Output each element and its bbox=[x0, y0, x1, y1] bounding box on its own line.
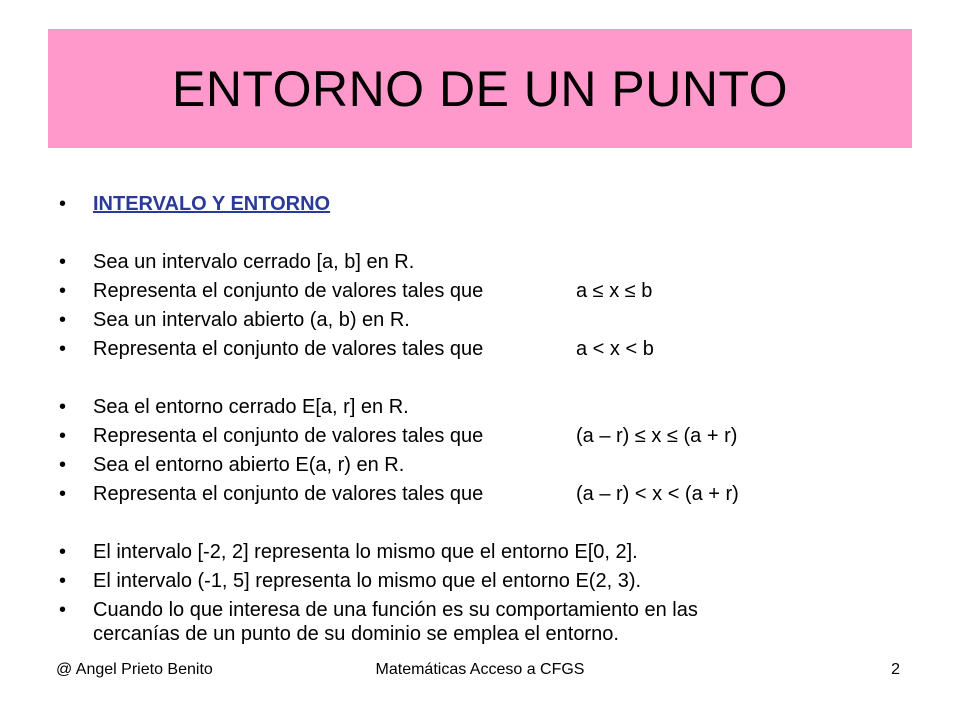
math-expression: a ≤ x ≤ b bbox=[576, 280, 653, 302]
line-text: Sea un intervalo abierto (a, b) en R. bbox=[93, 309, 410, 331]
bullet-line-continuation bbox=[59, 623, 929, 645]
bullet-line bbox=[59, 248, 929, 277]
bullet-dot: • bbox=[59, 425, 67, 447]
bullet-heading bbox=[59, 190, 929, 219]
bullet-dot: • bbox=[59, 599, 67, 621]
line-text: El intervalo [-2, 2] representa lo mismo que el entorno E[0, 2]. bbox=[93, 541, 638, 563]
bullet-line bbox=[59, 596, 929, 625]
line-text: Representa el conjunto de valores tales que bbox=[93, 338, 484, 360]
bullet-dot: • bbox=[59, 193, 67, 215]
line-text: Sea el entorno cerrado E[a, r] en R. bbox=[93, 396, 409, 418]
bullet-line bbox=[59, 480, 929, 509]
bullet-dot: • bbox=[59, 338, 67, 360]
slide-footer bbox=[0, 661, 960, 685]
heading-link[interactable]: INTERVALO Y ENTORNO bbox=[93, 193, 331, 215]
bullet-dot: • bbox=[59, 280, 67, 302]
slide-title: ENTORNO DE UN PUNTO bbox=[171, 60, 789, 117]
line-text: cercanías de un punto de su dominio se emplea el entorno. bbox=[93, 623, 619, 645]
footer-page-number: 2 bbox=[891, 661, 900, 678]
line-text: Cuando lo que interesa de una función es su comportamiento en las bbox=[93, 599, 698, 621]
bullet-dot: • bbox=[59, 483, 67, 505]
line-text: Sea el entorno abierto E(a, r) en R. bbox=[93, 454, 405, 476]
math-expression: (a – r) ≤ x ≤ (a + r) bbox=[576, 425, 738, 447]
bullet-line bbox=[59, 451, 929, 480]
footer-author: @ Angel Prieto Benito bbox=[56, 661, 213, 678]
bullet-line bbox=[59, 422, 929, 451]
bullet-dot: • bbox=[59, 570, 67, 592]
math-expression: (a – r) < x < (a + r) bbox=[576, 483, 739, 505]
bullet-line bbox=[59, 538, 929, 567]
bullet-line bbox=[59, 277, 929, 306]
bullet-dot: • bbox=[59, 251, 67, 273]
bullet-dot: • bbox=[59, 541, 67, 563]
footer-course: Matemáticas Acceso a CFGS bbox=[375, 661, 585, 678]
bullet-line bbox=[59, 335, 929, 364]
title-banner bbox=[48, 29, 912, 148]
line-text: Representa el conjunto de valores tales que bbox=[93, 425, 484, 447]
bullet-line bbox=[59, 306, 929, 335]
line-text: Representa el conjunto de valores tales que bbox=[93, 280, 484, 302]
math-expression: a < x < b bbox=[576, 338, 654, 360]
bullet-dot: • bbox=[59, 309, 67, 331]
bullet-dot: • bbox=[59, 396, 67, 418]
line-text: Sea un intervalo cerrado [a, b] en R. bbox=[93, 251, 415, 273]
bullet-dot: • bbox=[59, 454, 67, 476]
bullet-line bbox=[59, 567, 929, 596]
line-text: Representa el conjunto de valores tales que bbox=[93, 483, 484, 505]
bullet-list bbox=[59, 190, 929, 645]
bullet-line bbox=[59, 393, 929, 422]
line-text: El intervalo (-1, 5] representa lo mismo que el entorno E(2, 3). bbox=[93, 570, 642, 592]
